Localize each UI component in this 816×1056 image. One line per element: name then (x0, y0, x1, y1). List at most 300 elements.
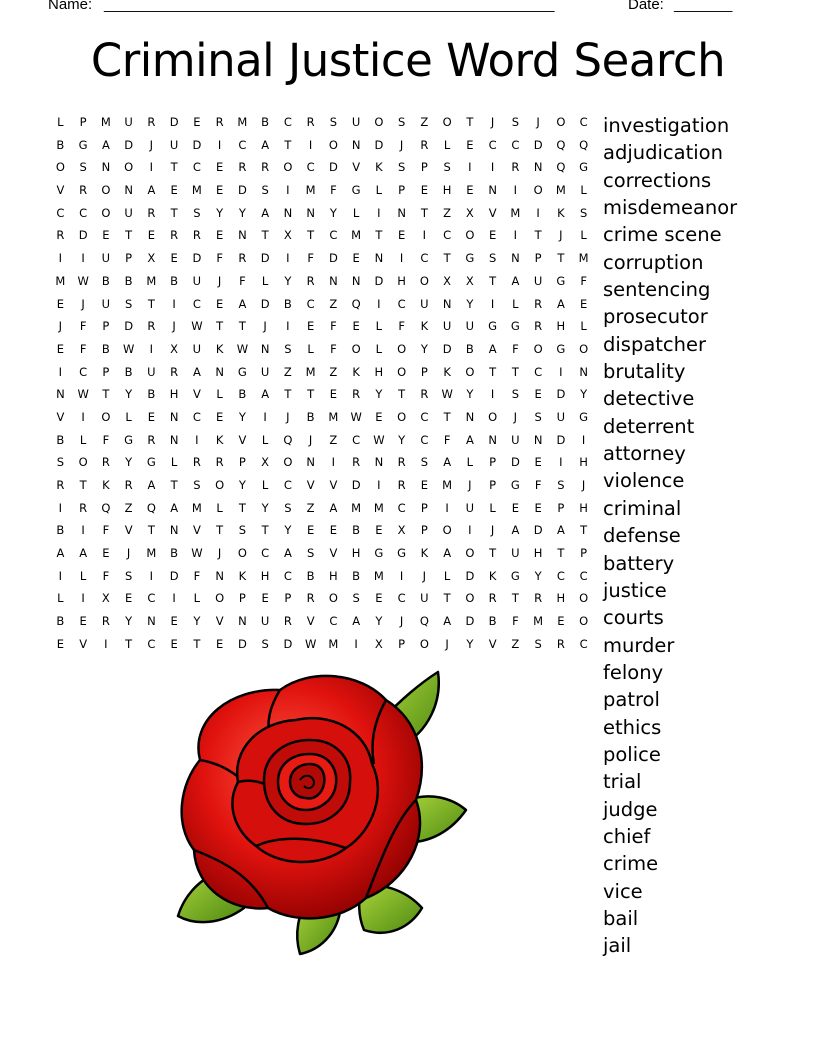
grid-cell[interactable]: X (170, 341, 179, 356)
grid-cell[interactable]: L (261, 478, 269, 492)
grid-cell[interactable]: E (102, 228, 110, 243)
grid-cell[interactable]: Y (580, 387, 588, 402)
grid-cell[interactable]: O (419, 636, 429, 651)
grid-cell[interactable]: G (397, 546, 407, 561)
grid-cell[interactable]: I (559, 455, 563, 470)
grid-cell[interactable]: B (352, 568, 361, 583)
grid-cell[interactable]: P (284, 591, 292, 606)
grid-cell[interactable]: E (124, 591, 133, 606)
grid-cell[interactable]: T (489, 273, 497, 288)
grid-cell[interactable]: V (79, 636, 88, 651)
grid-cell[interactable]: E (534, 500, 542, 515)
grid-cell[interactable]: M (237, 115, 248, 129)
grid-cell[interactable]: E (261, 591, 269, 606)
grid-cell[interactable]: P (238, 455, 246, 470)
grid-cell[interactable]: B (147, 387, 156, 402)
grid-cell[interactable]: S (420, 455, 429, 470)
grid-cell[interactable]: J (308, 432, 313, 447)
grid-cell[interactable]: K (352, 364, 360, 379)
grid-cell[interactable]: O (124, 160, 134, 175)
grid-cell[interactable]: V (306, 614, 315, 629)
grid-cell[interactable]: I (399, 568, 404, 583)
grid-cell[interactable]: S (79, 160, 87, 175)
grid-cell[interactable]: D (328, 160, 338, 175)
grid-cell[interactable]: O (465, 228, 475, 243)
grid-cell[interactable]: T (147, 523, 155, 538)
grid-cell[interactable]: C (579, 568, 588, 583)
grid-cell[interactable]: S (534, 409, 542, 424)
grid-cell[interactable]: A (192, 364, 201, 379)
grid-cell[interactable]: K (238, 568, 247, 583)
grid-cell[interactable]: I (172, 591, 176, 606)
grid-cell[interactable]: M (146, 546, 157, 561)
grid-cell[interactable]: I (195, 432, 199, 447)
grid-cell[interactable]: J (399, 614, 404, 629)
grid-cell[interactable]: Y (466, 636, 474, 651)
grid-cell[interactable]: R (511, 160, 520, 175)
grid-cell[interactable]: C (352, 432, 361, 447)
grid-cell[interactable]: G (510, 319, 520, 334)
grid-cell[interactable]: R (556, 636, 565, 651)
grid-cell[interactable]: D (124, 137, 134, 152)
grid-cell[interactable]: S (56, 455, 65, 470)
grid-cell[interactable]: E (56, 341, 65, 356)
grid-cell[interactable]: P (534, 251, 542, 266)
grid-cell[interactable]: N (215, 568, 224, 583)
grid-cell[interactable]: A (329, 500, 338, 515)
grid-cell[interactable]: A (79, 546, 88, 561)
grid-cell[interactable]: B (488, 614, 497, 629)
grid-cell[interactable]: I (377, 205, 381, 220)
grid-cell[interactable]: A (261, 387, 270, 402)
grid-cell[interactable]: O (579, 341, 589, 356)
grid-cell[interactable]: U (192, 273, 202, 288)
grid-cell[interactable]: V (329, 478, 338, 492)
grid-cell[interactable]: R (306, 591, 315, 606)
grid-cell[interactable]: Y (329, 205, 337, 220)
grid-cell[interactable]: M (442, 478, 453, 492)
grid-cell[interactable]: F (580, 273, 587, 288)
grid-cell[interactable]: H (442, 183, 452, 198)
grid-cell[interactable]: A (170, 500, 179, 515)
grid-cell[interactable]: B (124, 273, 133, 288)
grid-cell[interactable]: U (260, 364, 270, 379)
grid-cell[interactable]: S (579, 205, 588, 220)
grid-cell[interactable]: E (170, 614, 178, 629)
grid-cell[interactable]: X (261, 455, 270, 470)
grid-cell[interactable]: L (489, 500, 496, 515)
grid-cell[interactable]: I (81, 591, 85, 606)
grid-cell[interactable]: O (283, 455, 293, 470)
grid-cell[interactable]: C (192, 296, 201, 311)
grid-cell[interactable]: D (374, 273, 384, 288)
grid-cell[interactable]: S (329, 115, 338, 129)
grid-cell[interactable]: C (397, 591, 406, 606)
grid-cell[interactable]: V (192, 523, 201, 538)
grid-cell[interactable]: P (102, 364, 110, 379)
grid-cell[interactable]: I (81, 251, 85, 266)
grid-cell[interactable]: I (445, 500, 449, 515)
grid-cell[interactable]: Y (534, 568, 542, 583)
grid-cell[interactable]: X (101, 591, 110, 606)
grid-cell[interactable]: C (397, 296, 406, 311)
grid-cell[interactable]: K (420, 546, 429, 561)
grid-cell[interactable]: G (488, 319, 498, 334)
grid-cell[interactable]: R (101, 614, 110, 629)
grid-cell[interactable]: R (534, 296, 543, 311)
grid-cell[interactable]: Y (238, 205, 246, 220)
grid-cell[interactable]: Z (420, 115, 429, 129)
grid-cell[interactable]: U (101, 296, 111, 311)
grid-cell[interactable]: N (169, 432, 179, 447)
grid-cell[interactable]: E (466, 183, 474, 198)
grid-cell[interactable]: E (215, 636, 224, 651)
grid-cell[interactable]: T (557, 546, 565, 561)
grid-cell[interactable]: J (149, 137, 154, 152)
grid-cell[interactable]: O (374, 115, 384, 129)
grid-cell[interactable]: C (579, 115, 588, 129)
grid-cell[interactable]: I (217, 137, 222, 152)
grid-cell[interactable]: O (215, 478, 225, 492)
grid-cell[interactable]: E (215, 183, 224, 198)
grid-cell[interactable]: I (490, 387, 495, 402)
grid-cell[interactable]: C (261, 546, 270, 561)
grid-cell[interactable]: M (510, 205, 521, 220)
grid-cell[interactable]: H (556, 591, 566, 606)
grid-cell[interactable]: U (465, 319, 475, 334)
grid-cell[interactable]: B (124, 364, 133, 379)
grid-cell[interactable]: G (146, 455, 156, 470)
grid-cell[interactable]: S (261, 636, 269, 651)
grid-cell[interactable]: J (490, 523, 495, 538)
grid-cell[interactable]: O (556, 115, 566, 129)
grid-cell[interactable]: R (306, 115, 315, 129)
grid-cell[interactable]: V (488, 636, 497, 651)
grid-cell[interactable]: Y (375, 387, 383, 402)
grid-cell[interactable]: G (237, 364, 247, 379)
grid-cell[interactable]: S (534, 636, 542, 651)
grid-cell[interactable]: T (420, 205, 428, 220)
grid-cell[interactable]: E (306, 319, 315, 334)
grid-cell[interactable]: U (169, 137, 179, 152)
grid-cell[interactable]: F (102, 568, 110, 583)
grid-cell[interactable]: O (579, 591, 589, 606)
grid-cell[interactable]: I (513, 228, 518, 243)
grid-cell[interactable]: D (169, 115, 179, 129)
grid-cell[interactable]: R (534, 319, 543, 334)
grid-cell[interactable]: D (465, 614, 475, 629)
grid-cell[interactable]: L (79, 432, 87, 447)
grid-cell[interactable]: N (329, 273, 338, 288)
name-field[interactable]: ______________________________________________________ (104, 0, 555, 13)
grid-cell[interactable]: Y (375, 614, 383, 629)
grid-cell[interactable]: D (260, 296, 270, 311)
grid-cell[interactable]: U (511, 546, 520, 561)
grid-cell[interactable]: E (534, 387, 542, 402)
grid-cell[interactable]: L (57, 591, 64, 606)
grid-cell[interactable]: X (465, 273, 474, 288)
grid-cell[interactable]: R (420, 137, 429, 152)
grid-cell[interactable]: G (510, 568, 520, 583)
grid-cell[interactable]: A (101, 137, 110, 152)
grid-cell[interactable]: A (511, 523, 520, 538)
grid-cell[interactable]: V (306, 478, 315, 492)
grid-cell[interactable]: O (533, 341, 543, 356)
grid-cell[interactable]: D (465, 568, 475, 583)
grid-cell[interactable]: U (101, 251, 111, 266)
grid-cell[interactable]: M (191, 500, 202, 515)
grid-cell[interactable]: K (443, 364, 451, 379)
grid-cell[interactable]: Q (556, 137, 566, 152)
grid-cell[interactable]: I (58, 251, 63, 266)
grid-cell[interactable]: R (170, 364, 179, 379)
grid-cell[interactable]: T (580, 523, 588, 538)
grid-cell[interactable]: R (101, 455, 110, 470)
grid-cell[interactable]: J (172, 319, 176, 334)
grid-cell[interactable]: N (215, 364, 224, 379)
grid-cell[interactable]: F (443, 432, 451, 447)
grid-cell[interactable]: K (215, 432, 224, 447)
grid-cell[interactable]: C (420, 432, 429, 447)
grid-cell[interactable]: N (488, 183, 497, 198)
grid-cell[interactable]: W (350, 409, 362, 424)
grid-cell[interactable]: I (354, 636, 358, 651)
grid-cell[interactable]: V (238, 432, 247, 447)
grid-cell[interactable]: D (169, 568, 179, 583)
grid-cell[interactable]: C (534, 364, 543, 379)
grid-cell[interactable]: G (351, 183, 361, 198)
grid-cell[interactable]: A (261, 205, 270, 220)
grid-cell[interactable]: D (556, 387, 566, 402)
grid-cell[interactable]: B (101, 341, 110, 356)
grid-cell[interactable]: L (216, 387, 223, 402)
grid-cell[interactable]: F (102, 432, 110, 447)
grid-cell[interactable]: C (192, 409, 201, 424)
grid-cell[interactable]: A (556, 296, 565, 311)
grid-cell[interactable]: C (306, 296, 315, 311)
grid-cell[interactable]: R (397, 455, 406, 470)
grid-cell[interactable]: H (374, 364, 384, 379)
grid-cell[interactable]: M (351, 228, 362, 243)
grid-cell[interactable]: F (79, 319, 87, 334)
grid-cell[interactable]: R (397, 478, 406, 492)
grid-cell[interactable]: O (442, 115, 452, 129)
grid-cell[interactable]: R (215, 455, 224, 470)
grid-cell[interactable]: Y (261, 500, 269, 515)
date-field[interactable]: _______ (674, 0, 733, 13)
grid-cell[interactable]: P (102, 319, 110, 334)
grid-cell[interactable]: A (443, 546, 452, 561)
grid-cell[interactable]: O (579, 614, 589, 629)
grid-cell[interactable]: T (489, 546, 497, 561)
grid-cell[interactable]: B (306, 409, 315, 424)
grid-cell[interactable]: W (122, 341, 135, 356)
grid-cell[interactable]: I (58, 568, 63, 583)
grid-cell[interactable]: T (170, 478, 178, 492)
grid-cell[interactable]: A (261, 137, 270, 152)
grid-cell[interactable]: L (512, 296, 519, 311)
grid-cell[interactable]: S (488, 251, 497, 266)
grid-cell[interactable]: R (56, 228, 65, 243)
grid-cell[interactable]: L (466, 455, 474, 470)
grid-cell[interactable]: X (147, 251, 156, 266)
grid-cell[interactable]: H (260, 568, 270, 583)
grid-cell[interactable]: T (466, 115, 474, 129)
grid-cell[interactable]: E (466, 137, 474, 152)
grid-cell[interactable]: P (489, 478, 497, 492)
grid-cell[interactable]: V (488, 205, 497, 220)
grid-cell[interactable]: T (511, 364, 519, 379)
grid-cell[interactable]: T (193, 636, 201, 651)
grid-cell[interactable]: C (511, 137, 520, 152)
grid-cell[interactable]: Y (398, 432, 406, 447)
grid-cell[interactable]: C (488, 137, 497, 152)
grid-cell[interactable]: R (215, 115, 224, 129)
grid-cell[interactable]: U (124, 115, 133, 129)
grid-cell[interactable]: E (557, 614, 565, 629)
grid-cell[interactable]: U (420, 591, 429, 606)
grid-cell[interactable]: L (170, 455, 178, 470)
grid-cell[interactable]: U (511, 432, 520, 447)
grid-cell[interactable]: N (260, 341, 270, 356)
grid-cell[interactable]: E (215, 409, 224, 424)
grid-cell[interactable]: G (556, 273, 566, 288)
grid-cell[interactable]: T (102, 387, 110, 402)
grid-cell[interactable]: L (261, 273, 269, 288)
grid-cell[interactable]: Z (306, 500, 315, 515)
grid-cell[interactable]: H (556, 319, 566, 334)
grid-cell[interactable]: E (102, 546, 110, 561)
grid-cell[interactable]: W (441, 387, 453, 402)
grid-cell[interactable]: S (238, 523, 247, 538)
grid-cell[interactable]: C (79, 364, 88, 379)
grid-cell[interactable]: T (170, 205, 178, 220)
grid-cell[interactable]: O (397, 341, 407, 356)
grid-cell[interactable]: I (286, 251, 290, 266)
grid-cell[interactable]: A (443, 614, 452, 629)
grid-cell[interactable]: V (352, 160, 361, 175)
grid-cell[interactable]: T (307, 387, 315, 402)
grid-cell[interactable]: S (557, 478, 565, 492)
grid-cell[interactable]: M (328, 409, 339, 424)
grid-cell[interactable]: I (286, 183, 290, 198)
grid-cell[interactable]: L (79, 568, 87, 583)
grid-cell[interactable]: R (192, 455, 201, 470)
grid-cell[interactable]: O (328, 591, 338, 606)
grid-cell[interactable]: A (56, 546, 65, 561)
grid-cell[interactable]: N (442, 296, 452, 311)
grid-cell[interactable]: V (124, 523, 133, 538)
grid-cell[interactable]: N (533, 432, 543, 447)
grid-cell[interactable]: H (533, 546, 543, 561)
grid-cell[interactable]: I (422, 228, 427, 243)
grid-cell[interactable]: M (305, 364, 316, 379)
grid-cell[interactable]: L (307, 341, 314, 356)
grid-cell[interactable]: B (170, 546, 179, 561)
grid-cell[interactable]: R (534, 591, 543, 606)
grid-cell[interactable]: I (490, 296, 495, 311)
grid-cell[interactable]: E (147, 409, 156, 424)
grid-cell[interactable]: O (442, 523, 452, 538)
grid-cell[interactable]: I (81, 523, 85, 538)
grid-cell[interactable]: O (237, 546, 247, 561)
grid-cell[interactable]: F (534, 478, 542, 492)
grid-cell[interactable]: C (283, 478, 292, 492)
grid-cell[interactable]: U (556, 409, 566, 424)
grid-cell[interactable]: L (57, 115, 64, 129)
grid-cell[interactable]: N (238, 228, 247, 243)
grid-cell[interactable]: M (305, 183, 316, 198)
grid-cell[interactable]: B (238, 387, 247, 402)
grid-cell[interactable]: I (149, 160, 154, 175)
grid-cell[interactable]: I (559, 364, 563, 379)
grid-cell[interactable]: R (79, 183, 88, 198)
grid-cell[interactable]: B (465, 341, 474, 356)
grid-cell[interactable]: P (580, 546, 588, 561)
grid-cell[interactable]: N (533, 160, 543, 175)
grid-cell[interactable]: G (374, 546, 384, 561)
grid-cell[interactable]: M (328, 636, 339, 651)
grid-cell[interactable]: C (420, 409, 429, 424)
grid-cell[interactable]: P (489, 455, 497, 470)
grid-cell[interactable]: U (260, 614, 270, 629)
grid-cell[interactable]: R (306, 273, 315, 288)
grid-cell[interactable]: O (397, 409, 407, 424)
grid-cell[interactable]: J (559, 228, 563, 243)
grid-cell[interactable]: M (191, 183, 202, 198)
grid-cell[interactable]: E (215, 160, 224, 175)
grid-cell[interactable]: L (125, 409, 132, 424)
grid-cell[interactable]: L (580, 319, 587, 334)
grid-cell[interactable]: U (442, 319, 452, 334)
grid-cell[interactable]: K (375, 160, 383, 175)
grid-cell[interactable]: J (445, 636, 449, 651)
grid-cell[interactable]: N (374, 455, 384, 470)
grid-cell[interactable]: Z (124, 500, 133, 515)
grid-cell[interactable]: C (79, 205, 88, 220)
grid-cell[interactable]: T (238, 500, 246, 515)
grid-cell[interactable]: W (77, 273, 89, 288)
grid-cell[interactable]: V (56, 183, 65, 198)
grid-cell[interactable]: U (147, 364, 156, 379)
grid-cell[interactable]: G (579, 160, 589, 175)
grid-cell[interactable]: P (420, 160, 428, 175)
grid-cell[interactable]: P (420, 364, 428, 379)
grid-cell[interactable]: Y (466, 296, 474, 311)
grid-cell[interactable]: I (308, 137, 313, 152)
grid-cell[interactable]: L (216, 500, 223, 515)
grid-cell[interactable]: D (328, 251, 338, 266)
grid-cell[interactable]: E (170, 251, 178, 266)
grid-cell[interactable]: P (420, 500, 428, 515)
grid-cell[interactable]: E (79, 614, 87, 629)
grid-cell[interactable]: C (556, 568, 565, 583)
grid-cell[interactable]: E (215, 228, 224, 243)
grid-cell[interactable]: C (147, 636, 156, 651)
grid-cell[interactable]: R (124, 478, 133, 492)
grid-cell[interactable]: I (149, 568, 154, 583)
grid-cell[interactable]: Q (579, 137, 589, 152)
grid-cell[interactable]: N (238, 614, 247, 629)
grid-cell[interactable]: S (352, 591, 360, 606)
grid-cell[interactable]: X (465, 205, 474, 220)
grid-cell[interactable]: L (193, 591, 201, 606)
grid-cell[interactable]: C (329, 614, 338, 629)
grid-cell[interactable]: F (512, 614, 519, 629)
grid-cell[interactable]: X (443, 273, 452, 288)
grid-cell[interactable]: S (284, 341, 292, 356)
grid-cell[interactable]: S (397, 115, 406, 129)
